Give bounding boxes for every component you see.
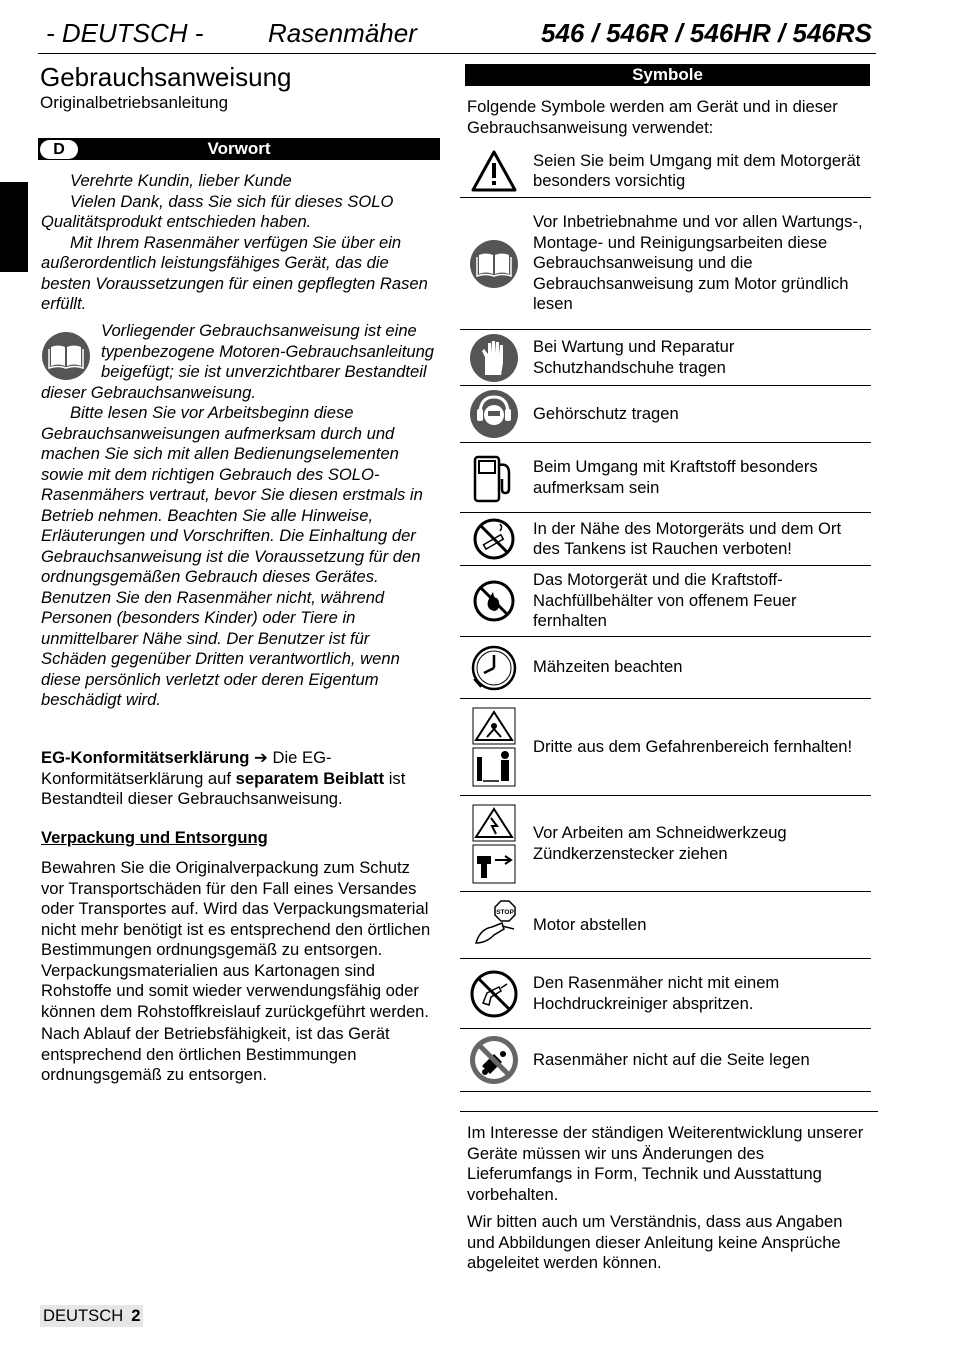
symbol-text: Bei Wartung und Reparatur Schutzhandschuhe tragen bbox=[533, 337, 735, 377]
eg-text-2: ist Bestandteil dieser Gebrauchsanweisung. bbox=[41, 768, 406, 808]
symbol-row bbox=[460, 959, 871, 1029]
packaging-paragraph-2: Nach Ablauf der Betriebsfähigkeit, ist das Gerät entsprechend den örtlichen Bestimmungen ordnungsgemäß zu entsorgen. bbox=[41, 1024, 390, 1084]
keep-distance-icon bbox=[471, 707, 517, 787]
symbol-row bbox=[460, 330, 871, 386]
disclaimer-note: Wir bitten auch um Verständnis, dass aus Angaben und Abbildungen dieser Anleitung keine Ansprüche abgeleitet werden können. bbox=[467, 1212, 843, 1272]
ear-protection-icon bbox=[469, 389, 519, 439]
warning-triangle-icon bbox=[471, 150, 517, 192]
symbol-text: Vor Inbetriebnahme und vor allen Wartungs-, Montage- und Reinigungsarbeiten diese Gebrauchsanweisung und die Gebrauchsanweisung zum Motor gründlich lesen bbox=[533, 212, 863, 314]
mower-text: Mit Ihrem Rasenmäher verfügen Sie über ein außerordentlich leistungsfähiges Gerät, das die besten Voraussetzungen für einen gepflegten Rasen erfüllt. bbox=[41, 232, 428, 313]
header-models: 546 / 546R / 546HR / 546RS bbox=[541, 18, 872, 48]
symbol-text: Den Rasenmäher nicht mit einem Hochdruckreiniger abspritzen. bbox=[533, 973, 780, 1013]
symbol-text: Rasenmäher nicht auf die Seite legen bbox=[533, 1049, 810, 1069]
symbol-row bbox=[460, 892, 871, 959]
stop-engine-icon bbox=[468, 899, 520, 951]
foreword-heading: Vorwort bbox=[207, 139, 271, 158]
foreword-heading-bar bbox=[38, 138, 440, 160]
read-instructions-text: Bitte lesen Sie vor Arbeitsbeginn diese Gebrauchsanweisungen aufmerksam durch und machen Sie sich mit allen Bedienungselementen sowie mit dem richtigen Gebrauch des SOLO-Rasenmähers vertraut, bevor Sie diesen erstmals in Betrieb nehmen. Beachten Sie alle Hinweise, Erläuterungen und Vorschriften. Die Einhaltung der Gebrauchsanweisung ist die Voraussetzung für den ordnungsgemäßen Gebrauch dieses Gerätes. Benutzen Sie den Rasenmäher nicht, während Personen (besonders Kinder) oder Tiere in unmittelbarer Nähe sind. Der Benutzer ist für Schäden gegenüber Dritten verantwortlich, wenn diese persönlich verletzt oder deren Eigentum beschädigt wird. bbox=[41, 403, 423, 709]
page-subtitle: Originalbetriebsanleitung bbox=[40, 93, 229, 112]
spark-plug-icon bbox=[471, 804, 517, 884]
engine-manual-text: Vorliegender Gebrauchsanweisung ist eine typenbezogene Motoren-Gebrauchsanleitung beigefügt; sie ist unverzichtbarer Bestandteil dieser Gebrauchsanweisung. bbox=[41, 321, 435, 402]
eg-label: EG-Konformitätserklärung bbox=[41, 748, 250, 767]
no-open-fire-icon bbox=[472, 579, 516, 623]
no-pressure-washer-icon bbox=[469, 969, 519, 1019]
symbols-heading: Symbole bbox=[632, 65, 703, 84]
symbol-text: Vor Arbeiten am Schneidwerkzeug Zündkerzenstecker ziehen bbox=[533, 823, 787, 863]
symbol-row bbox=[460, 198, 871, 330]
no-smoking-icon bbox=[472, 517, 516, 561]
symbol-row bbox=[460, 566, 871, 637]
symbol-text: Das Motorgerät und die Kraftstoff-Nachfüllbehälter von offenem Feuer fernhalten bbox=[533, 570, 797, 631]
arrow-icon: ➔ bbox=[254, 748, 268, 767]
symbol-row bbox=[460, 443, 871, 513]
symbol-text: Mähzeiten beachten bbox=[533, 657, 683, 677]
symbol-row bbox=[460, 1029, 871, 1092]
eg-bold: separatem Beiblatt bbox=[235, 768, 385, 788]
header-language: - DEUTSCH - bbox=[46, 18, 204, 48]
symbol-row bbox=[460, 796, 871, 892]
symbol-row bbox=[460, 386, 871, 443]
packaging-section bbox=[41, 858, 436, 1086]
engine-manual-note bbox=[41, 321, 436, 711]
foreword-intro bbox=[41, 171, 436, 315]
packaging-paragraph-1: Bewahren Sie die Originalverpackung zum Schutz vor Transportschäden für den Fall eines Versandes oder Transportes auf. Wird das Verpackungsmaterial nicht mehr benötigt ist es entsprechend den örtlichen Bestimmungen ordnungsgemäß zu entsorgen. Verpackungsmaterialien aus Kartonagen sind Rohstoffe und somit wieder verwendungsfähig oder können dem Rohstoffkreislauf zurückgeführt werden. bbox=[41, 858, 431, 1021]
symbol-text: Motor abstellen bbox=[533, 914, 647, 934]
read-manual-icon bbox=[41, 331, 91, 381]
greeting: Verehrte Kundin, lieber Kunde bbox=[70, 171, 292, 190]
eg-text-1: Die EG-Konformitätserklärung auf bbox=[41, 748, 332, 788]
language-thumb-tab bbox=[0, 182, 28, 272]
development-note: Im Interesse der ständigen Weiterentwicklung unserer Geräte müssen wir uns Änderungen des Lieferumfangs in Form, Technik und Ausstattung vorbehalten. bbox=[467, 1123, 864, 1204]
eg-declaration bbox=[41, 748, 436, 810]
read-manual-icon bbox=[469, 239, 519, 289]
symbol-text: Beim Umgang mit Kraftstoff besonders aufmerksam sein bbox=[533, 457, 818, 497]
thanks-text: Vielen Dank, dass Sie sich für dieses SOLO Qualitätsprodukt entschieden haben. bbox=[41, 191, 394, 231]
footer-language: DEUTSCH bbox=[43, 1306, 124, 1325]
header-product: Rasenmäher bbox=[268, 18, 417, 48]
symbols-intro: Folgende Symbole werden am Gerät und in dieser Gebrauchsanweisung verwendet: bbox=[467, 97, 838, 137]
fuel-pump-icon bbox=[471, 451, 517, 505]
page-footer bbox=[40, 1305, 143, 1327]
page-number: 2 bbox=[131, 1306, 141, 1325]
page-title: Gebrauchsanweisung bbox=[40, 62, 292, 92]
symbol-row bbox=[460, 513, 871, 566]
no-tilting-icon bbox=[468, 1034, 520, 1086]
packaging-heading: Verpackung und Entsorgung bbox=[41, 828, 268, 847]
clock-icon bbox=[469, 643, 519, 693]
stop-sign-label: STOP bbox=[496, 909, 514, 916]
symbol-text: Gehörschutz tragen bbox=[533, 403, 679, 423]
symbols-table bbox=[460, 145, 871, 1092]
symbols-end-divider bbox=[460, 1111, 878, 1112]
header-divider bbox=[38, 53, 876, 54]
symbol-text: Seien Sie beim Umgang mit dem Motorgerät besonders vorsichtig bbox=[533, 150, 861, 190]
symbol-row bbox=[460, 145, 871, 198]
language-badge: D bbox=[40, 140, 78, 159]
symbol-row bbox=[460, 699, 871, 796]
symbols-heading-bar bbox=[465, 64, 870, 86]
symbol-row bbox=[460, 637, 871, 699]
symbol-text: Dritte aus dem Gefahrenbereich fernhalten! bbox=[533, 736, 853, 756]
symbol-text: In der Nähe des Motorgeräts und dem Ort des Tankens ist Rauchen verboten! bbox=[533, 518, 842, 558]
gloves-icon bbox=[469, 333, 519, 383]
